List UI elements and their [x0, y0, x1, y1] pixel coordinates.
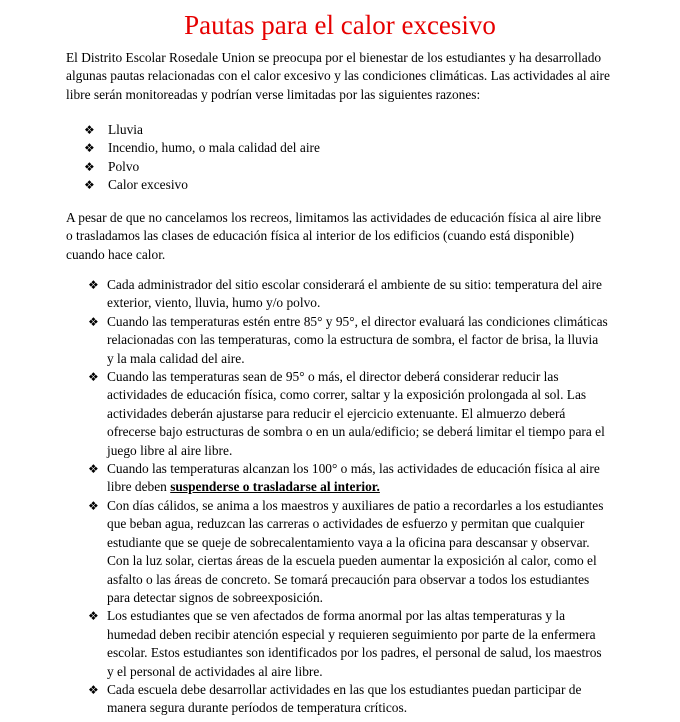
emphasis-text: suspenderse o trasladarse al interior. [170, 479, 380, 495]
diamond-bullet-icon: ❖ [84, 159, 95, 174]
recess-paragraph: A pesar de que no cancelamos los recreos, limitamos las actividades de educación física al aire libre o trasladamos las clases de educación física al interior de los edificios (cuando está disponible) cuando hace calor. [66, 210, 602, 262]
page-title: Pautas para el calor excesivo [184, 10, 496, 40]
list-item: ❖ Incendio, humo, o mala calidad del aire [84, 139, 320, 157]
diamond-bullet-icon: ❖ [88, 682, 99, 697]
diamond-bullet-icon: ❖ [88, 314, 99, 329]
diamond-bullet-icon: ❖ [88, 370, 99, 385]
diamond-bullet-icon: ❖ [88, 462, 99, 477]
list-item: ❖ Cuando las temperaturas alcanzan los 100° o más, las actividades de educación física al aire libre deben suspenderse o trasladarse al interior. [88, 461, 600, 495]
guidelines-list [88, 276, 608, 718]
diamond-bullet-icon: ❖ [88, 278, 99, 292]
list-item: ❖ Con días cálidos, se anima a los maestros y auxiliares de patio a recordarles a los estudiantes que beban agua, reduzcan las carreras o actividades de esfuerzo y permitan que cualquier estudiante que se queje de sobrecalentamiento vaya a la oficina para descansar y observar. Con la luz solar, ciertas áreas de la escuela pueden aumentar la exposición al calor, como el asfalto o las áreas de concreto. Se tomará precaución para observar a todos los estudiantes para detectar signos de sobreexposición. [88, 497, 604, 605]
list-item: ❖ Cuando las temperaturas estén entre 85° y 95°, el director evaluará las condiciones climáticas relacionadas con las temperaturas, como la estructura de sombra, el factor de brisa, la lluvia y la mala calidad del aire. [88, 313, 608, 366]
list-item: ❖ Lluvia [84, 121, 320, 139]
diamond-bullet-icon: ❖ [88, 609, 99, 624]
diamond-bullet-icon: ❖ [84, 178, 95, 193]
list-item: ❖ Cada escuela debe desarrollar actividades en las que los estudiantes puedan participar de manera segura durante períodos de temperatura críticos. [88, 681, 582, 716]
list-item: ❖ Cada administrador del sitio escolar considerará el ambiente de su sitio: temperatura del aire exterior, viento, lluvia, humo y/o polvo. [88, 277, 602, 311]
list-item: ❖ Los estudiantes que se ven afectados de forma anormal por las altas temperaturas y la humedad deben recibir atención especial y requieren seguimiento por parte de la enfermera escolar. Estos estudiantes son identificados por los padres, el personal de salud, los maestros y el personal de actividades al aire libre. [88, 608, 602, 679]
intro-paragraph: El Distrito Escolar Rosedale Union se preocupa por el bienestar de los estudiantes y ha desarrollado algunas pautas relacionadas con el calor excesivo y las condiciones climáticas. Las actividades al aire libre serán monitoreadas y podrían verse limitadas por las siguientes razones: [66, 50, 610, 102]
reasons-list [84, 121, 320, 195]
list-item: ❖ Cuando las temperaturas sean de 95° o más, el director deberá considerar reducir las actividades de educación física, como correr, saltar y la exposición prolongada al sol. Las actividades deberán ajustarse para reducir el ejercicio extenuante. El almuerzo deberá ofrecerse bajo estructuras de sombra o en un aula/edificio; se deberá limitar el tiempo para el juego libre al aire libre. [88, 369, 605, 458]
diamond-bullet-icon: ❖ [88, 498, 99, 513]
list-item: ❖ Calor excesivo [84, 176, 320, 194]
list-item: ❖ Polvo [84, 158, 320, 176]
diamond-bullet-icon: ❖ [84, 141, 95, 156]
diamond-bullet-icon: ❖ [84, 123, 95, 137]
